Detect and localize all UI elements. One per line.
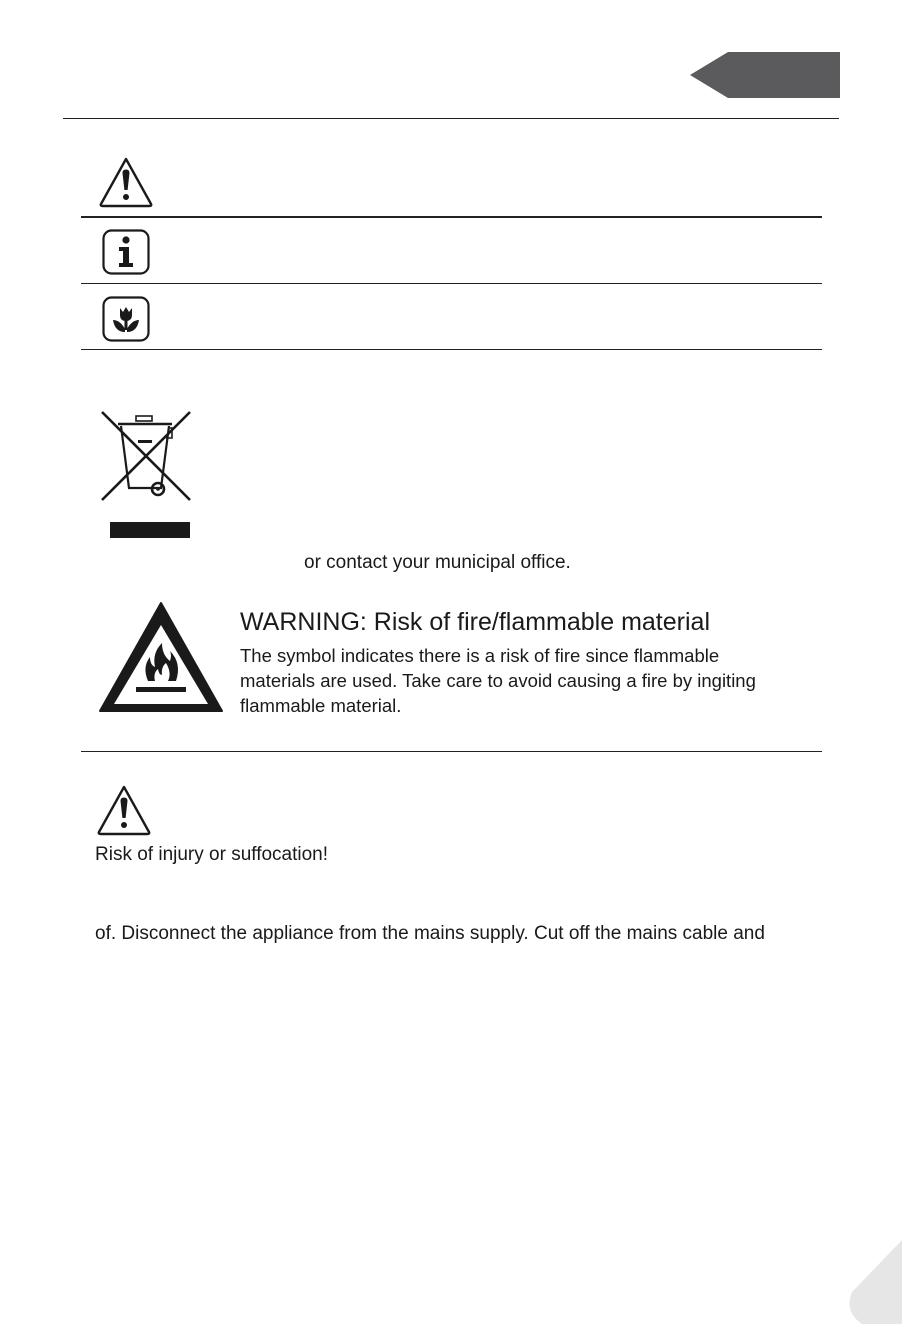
header-divider	[63, 118, 839, 119]
legend-divider-3	[81, 349, 822, 350]
section-divider	[81, 751, 822, 752]
fire-warning-line: flammable material.	[240, 695, 402, 716]
crossed-out-bin-icon	[98, 408, 194, 540]
fire-warning-line: The symbol indicates there is a risk of fire since flammable	[240, 645, 720, 666]
fire-warning-line: materials are used. Take care to avoid causing a fire by ingiting	[240, 670, 756, 691]
risk-title: Risk of injury or suffocation!	[95, 844, 329, 865]
legend-divider-2	[81, 283, 822, 284]
info-icon	[102, 229, 150, 275]
warning-triangle-icon	[96, 784, 152, 836]
fire-warning-title: WARNING: Risk of fire/flammable material	[240, 608, 710, 636]
disposal-instruction-line: of. Disconnect the appliance from the mains supply. Cut off the mains cable and	[95, 923, 765, 944]
fire-warning-description	[240, 643, 820, 718]
warning-triangle-icon	[98, 156, 154, 208]
language-tab	[690, 52, 840, 98]
plant-icon	[102, 296, 150, 342]
flammable-material-icon	[98, 601, 224, 713]
legend-divider-1	[81, 216, 822, 218]
municipal-contact-text: or contact your municipal office.	[304, 552, 571, 573]
page-corner	[844, 1240, 902, 1324]
